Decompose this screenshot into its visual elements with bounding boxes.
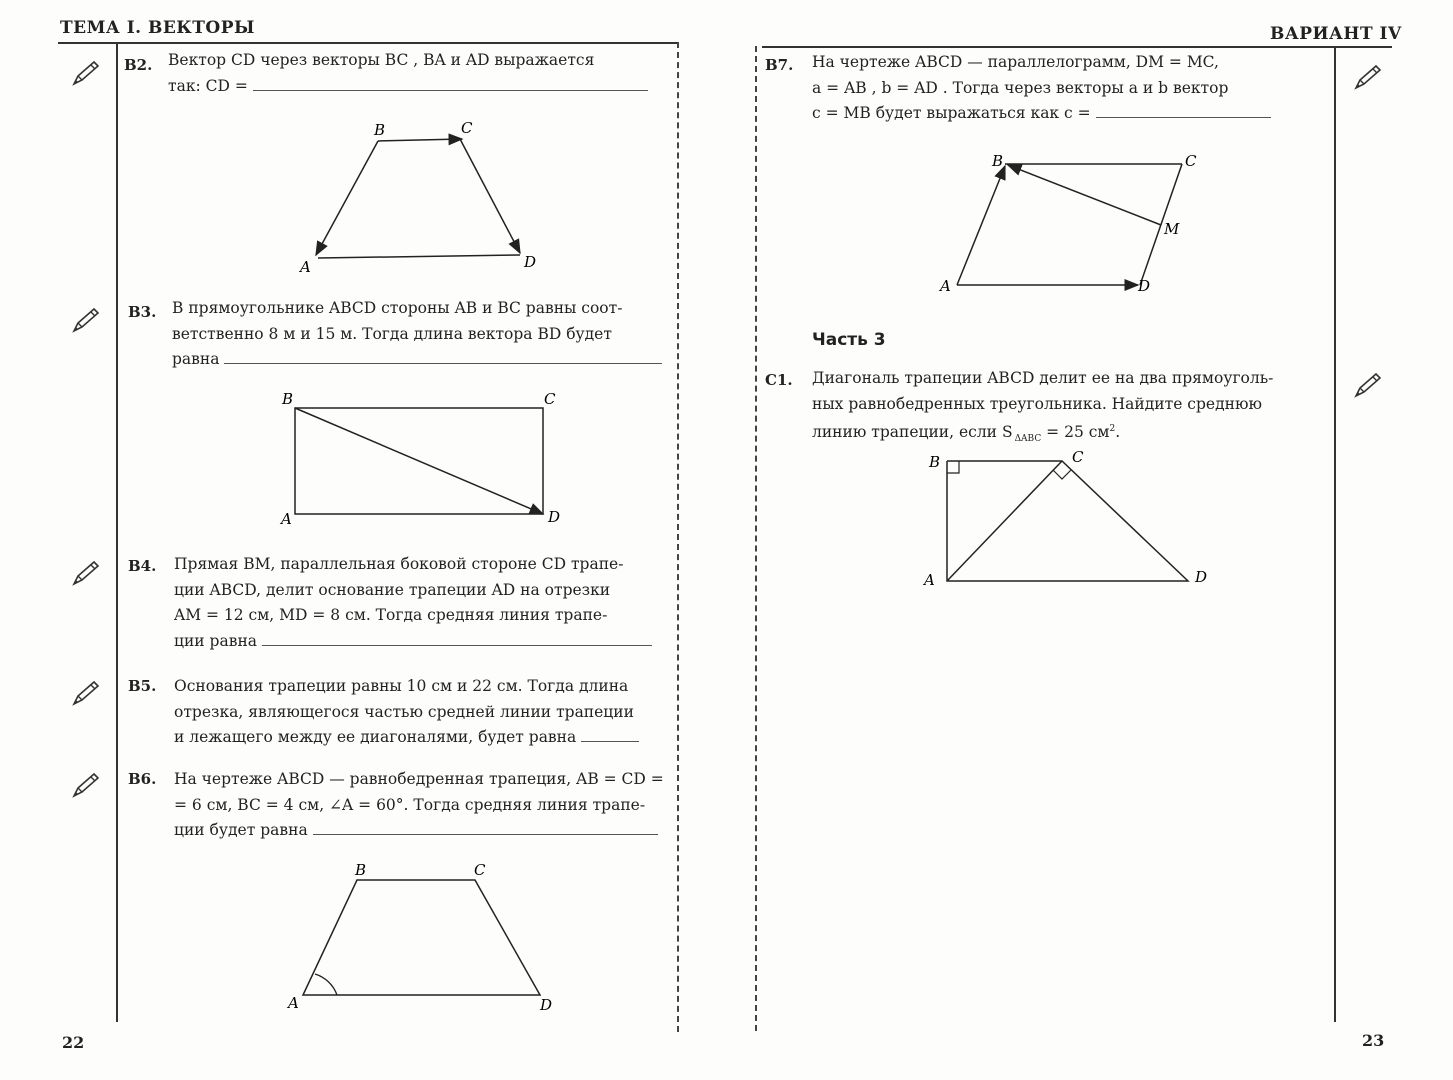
task-b6-text [174,767,672,844]
right-margin-rule [1334,46,1336,1022]
pencil-icon [70,678,100,708]
left-margin-rule [116,42,118,1022]
task-b2-text [168,48,672,99]
task-line: отрезка, являющегося частью средней линии трапеции [174,702,634,721]
left-header-rule [58,42,678,44]
figure-b2-trapezoid [290,115,550,280]
task-line: ветственно 8 м и 15 м. Тогда длина вектора BD будет [172,324,612,343]
vertex-label: B [374,121,386,139]
vertex-label: A [924,571,935,589]
task-line: Основания трапеции равны 10 см и 22 см. Тогда длина [174,677,629,695]
task-number: B6. [128,770,157,788]
task-line: На чертеже ABCD — параллелограмм, DM = MC, [812,53,1219,71]
vertex-label: A [940,277,951,295]
vertex-label: D [548,508,561,526]
task-c1-text [812,366,1324,453]
task-line [168,74,672,100]
task-number: B4. [128,557,157,575]
task-b4-text [174,552,672,654]
vertex-label: C [544,390,556,408]
left-page-number: 22 [62,1033,85,1052]
left-cut-line [677,42,679,1032]
task-b3-text [172,296,672,373]
right-cut-line [755,46,757,1031]
answer-blank[interactable] [581,727,639,742]
task-line [812,101,1327,127]
task-line: На чертеже ABCD — равнобедренная трапеция, AB = CD = [174,770,664,788]
pencil-icon [70,770,100,800]
pencil-icon [70,58,100,88]
task-line: Прямая BM, параллельная боковой стороне CD трапе- [174,555,624,573]
task-number: C1. [765,371,793,389]
vertex-label: A [300,258,311,276]
task-line: ных равнобедренных треугольника. Найдите среднюю [812,394,1262,413]
vertex-label: B [992,152,1004,170]
task-line: Диагональ трапеции ABCD делит ее на два прямоуголь- [812,369,1274,387]
unit-superscript: 2 [1109,424,1116,434]
task-line: ции ABCD, делит основание трапеции AD на отрезки [174,580,611,599]
answer-blank[interactable] [262,631,652,646]
task-line: AM = 12 см, MD = 8 см. Тогда средняя линия трапе- [174,606,608,624]
vertex-label: D [540,996,553,1014]
task-line: a = AB , b = AD . Тогда через векторы a и b вектор [812,78,1229,97]
vertex-label: D [524,253,537,271]
task-line-text: равна [172,350,220,368]
vertex-label: A [288,994,299,1012]
task-number: B2. [124,56,153,74]
task-line-text: ции равна [174,631,258,650]
task-line-text: и лежащего между ее диагоналями, будет равна [174,728,577,746]
vertex-label: C [474,861,486,879]
vertex-label: M [1164,220,1180,238]
answer-blank[interactable] [313,820,658,835]
vertex-label: C [461,119,473,137]
task-line: В прямоугольнике ABCD стороны AB и BC равны соот- [172,299,623,317]
figure-c1-trapezoid [920,448,1220,593]
vertex-label: B [355,861,367,879]
pencil-icon [1352,370,1382,400]
task-line-text: . [1115,423,1121,442]
vertex-label: D [1195,568,1208,586]
vertex-label: B [282,390,294,408]
left-page-header: ТЕМА I. ВЕКТОРЫ [60,18,255,38]
figure-b3-rectangle [278,388,568,528]
task-b7-text [812,50,1327,127]
task-number: B7. [765,56,794,74]
right-page-header: ВАРИАНТ IV [1270,24,1402,44]
answer-blank[interactable] [253,76,648,91]
task-line: = 6 см, BC = 4 см, ∠A = 60°. Тогда средняя линия трапе- [174,795,646,814]
vertex-label: C [1185,152,1197,170]
part-title: Часть 3 [812,330,886,350]
task-line [172,347,672,373]
pencil-icon [1352,62,1382,92]
task-number: B5. [128,677,157,695]
task-line-text: ции будет равна [174,821,308,839]
vertex-label: C [1072,448,1084,466]
answer-blank[interactable] [1096,103,1271,118]
answer-blank[interactable] [224,349,662,364]
task-line-text: c = MB будет выражаться как c = [812,104,1091,122]
right-page-number: 23 [1362,1031,1385,1050]
task-line-text: линию трапеции, если S [812,423,1013,442]
figure-b7-parallelogram [930,148,1197,298]
task-line [174,629,672,655]
figure-b6-trapezoid [285,858,565,1018]
task-b5-text [174,674,672,751]
task-line-text: так: CD = [168,76,248,95]
task-line-text: = 25 см [1046,423,1110,442]
task-line [174,818,672,844]
pencil-icon [70,558,100,588]
area-subscript: ΔABC [1014,434,1042,445]
vertex-label: A [281,510,292,528]
task-line [174,725,672,751]
pencil-icon [70,305,100,335]
task-number: B3. [128,303,157,321]
vertex-label: D [1138,277,1151,295]
task-line: Вектор CD через векторы BC , BA и AD выражается [168,51,595,69]
vertex-label: B [929,453,941,471]
right-header-rule [762,46,1392,48]
